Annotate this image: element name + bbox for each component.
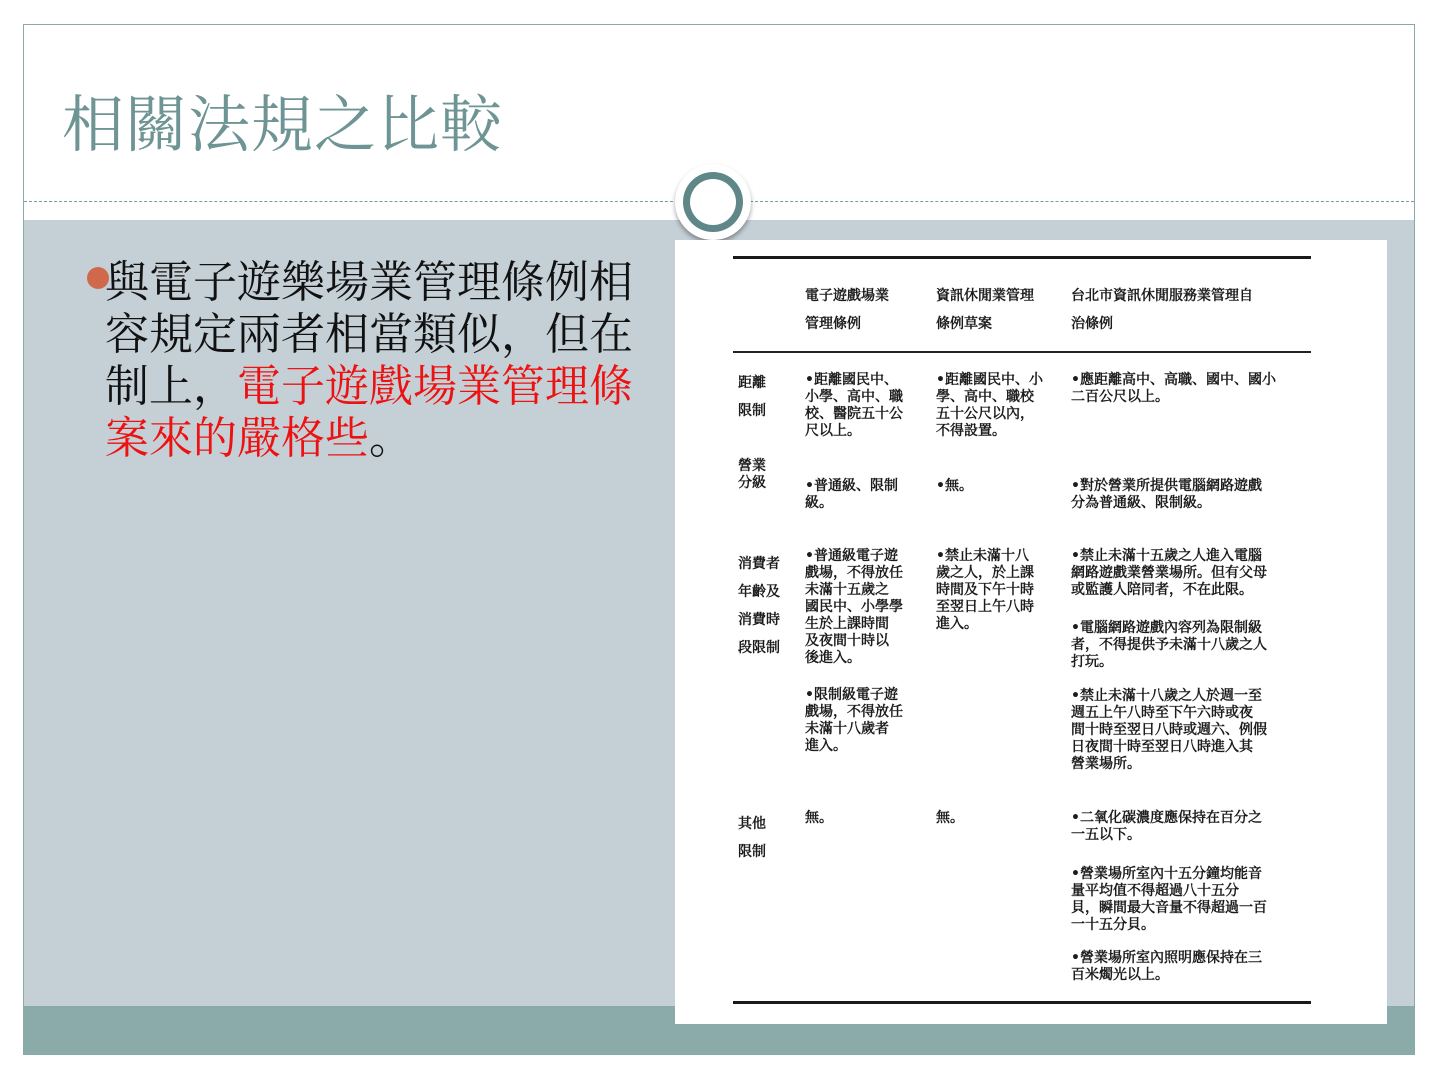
slide-title: 相關法規之比較 bbox=[62, 88, 504, 161]
table-row-1-col-1: •距離國民中、 小學、高中、職 校、醫院五十公 尺以上。 bbox=[805, 372, 903, 439]
table-row-2-col-1: •普通級、限制 級。 bbox=[805, 478, 898, 511]
table-row-4-col-2: 無。 bbox=[936, 810, 964, 826]
table-header-col-1: 電子遊戲場業 管理條例 bbox=[805, 288, 889, 332]
table-header-rule bbox=[733, 351, 1311, 353]
table-header-col-2: 資訊休閒業管理 條例草案 bbox=[936, 288, 1034, 332]
table-row-3-col-3-c: •禁止未滿十八歲之人於週一至 週五上午八時至下午六時或夜 間十時至翌日八時或週六、例假 日夜間十時至翌日八時進入其 營業場所。 bbox=[1071, 688, 1267, 772]
table-row-3-col-1-b: •限制級電子遊 戲場，不得放任 未滿十八歲者 進入。 bbox=[805, 687, 903, 754]
table-top-rule bbox=[733, 256, 1311, 259]
bullet-line-4 bbox=[105, 413, 705, 465]
table-row-2-col-3: •對於營業所提供電腦網路遊戲 分為普通級、限制級。 bbox=[1071, 478, 1262, 511]
table-header-col-3: 台北市資訊休閒服務業管理自 治條例 bbox=[1071, 288, 1253, 332]
table-row-2-label: 營業 分級 bbox=[738, 458, 766, 491]
table-row-2-col-2: •無。 bbox=[936, 478, 973, 494]
table-row-4-col-3: •二氧化碳濃度應保持在百分之 一五以下。 bbox=[1071, 810, 1262, 843]
table-row-4-col-3-c: •營業場所室內照明應保持在三 百米燭光以上。 bbox=[1071, 950, 1262, 983]
bullet-line-4-plain: 。 bbox=[369, 413, 413, 464]
ring-ornament-icon bbox=[675, 164, 751, 240]
table-row-1-label: 距離 限制 bbox=[738, 375, 766, 419]
bullet-line-3-highlight: 電子遊戲場業管理條 bbox=[237, 361, 633, 412]
table-row-3-col-3-b: •電腦網路遊戲內容列為限制級 者，不得提供予未滿十八歲之人 打玩。 bbox=[1071, 620, 1267, 670]
bullet-line-1: 與電子遊樂場業管理條例相 bbox=[105, 257, 633, 308]
comparison-table-image bbox=[675, 240, 1387, 1024]
table-row-3-label: 消費者 年齡及 消費時 段限制 bbox=[738, 556, 780, 656]
bullet-line-2: 容規定兩者相當類似，但在 bbox=[105, 309, 633, 360]
table-row-3-col-1: •普通級電子遊 戲場，不得放任 未滿十五歲之 國民中、小學學 生於上課時間 及夜間十時以 後進入。 bbox=[805, 548, 903, 666]
bullet-line-3 bbox=[105, 361, 705, 413]
table-row-1-col-2: •距離國民中、小 學、高中、職校 五十公尺以內， 不得設置。 bbox=[936, 372, 1043, 439]
table-row-4-label: 其他 限制 bbox=[738, 816, 766, 860]
table-bottom-rule bbox=[733, 1001, 1311, 1004]
bullet-line-4-highlight: 案來的嚴格些 bbox=[105, 413, 369, 464]
table-row-4-col-3-b: •營業場所室內十五分鐘均能音 量平均值不得超過八十五分 貝，瞬間最大音量不得超過一百 一十五分貝。 bbox=[1071, 866, 1267, 933]
bullet-paragraph bbox=[105, 257, 705, 465]
bullet-line-3-plain: 制上， bbox=[105, 361, 237, 412]
table-row-4-col-1: 無。 bbox=[805, 810, 833, 826]
table-row-3-col-2: •禁止未滿十八 歲之人，於上課 時間及下午十時 至翌日上午八時 進入。 bbox=[936, 548, 1034, 632]
table-row-3-col-3: •禁止未滿十五歲之人進入電腦 網路遊戲業營業場所。但有父母 或監護人陪同者，不在此限。 bbox=[1071, 548, 1267, 598]
table-row-1-col-3: •應距離高中、高職、國中、國小 二百公尺以上。 bbox=[1071, 372, 1276, 405]
